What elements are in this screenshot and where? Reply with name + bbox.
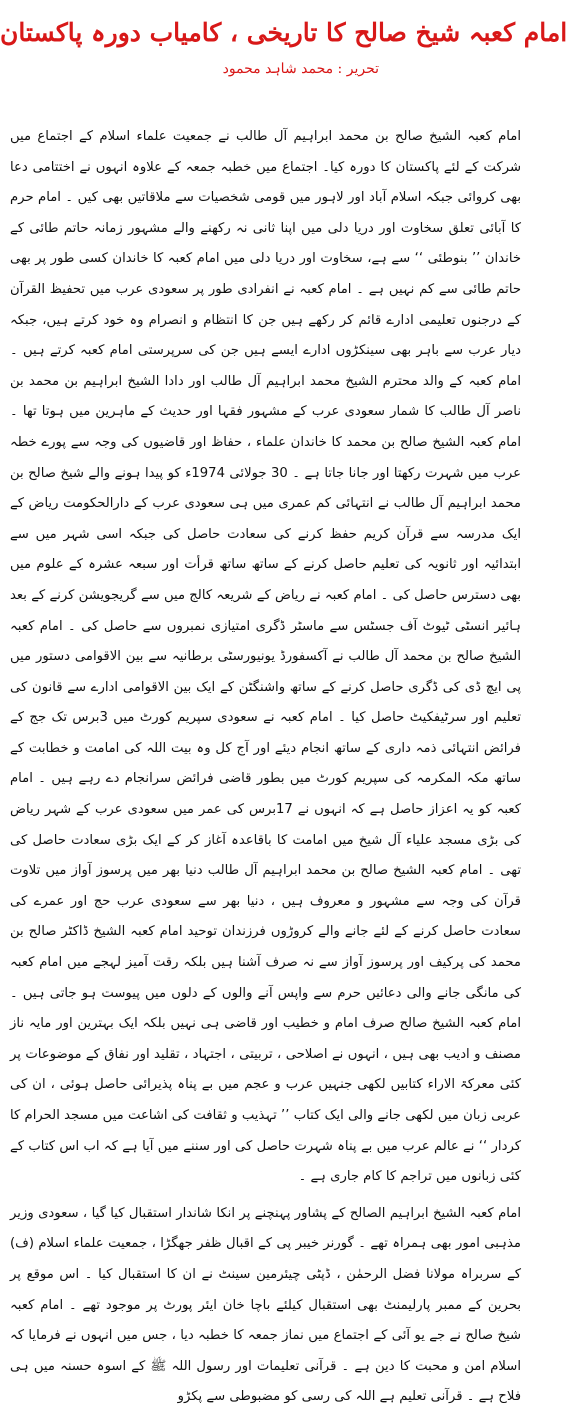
article-paragraph-2: امام کعبہ الشیخ ابراہیم الصالح کے پشاور پہنچنے پر انکا شاندار استقبال کیا گیا ، سعودی وزیر مذہبی امور بھی ہمراہ تھے ۔ گورنر خیبر پی کے اقبال ظفر جھگڑا ، جمعیت علماء اسلام (ف) کے سربراہ مولانا فضل الرحمٰن ، ڈپٹی چیئرمین سینٹ نے ان کا استقبال کیا ۔ اس موقع پر بحرین کے ممبر پارلیمنٹ بھی استقبال کیلئے باچا خان ایئر پورٹ پر موجود تھے ۔ امام کعبہ شیخ صالح نے جے یو آئی کے اجتماع میں نماز جمعہ کا خطبہ دیا ، جس میں انہوں نے فرمایا کہ اسلام امن و محبت کا دین ہے ۔ قرآنی تعلیمات اور رسول اللہ ﷺ کے اسوہ حسنہ میں ہی فلاح ہے ۔ قرآنی تعلیم ہے اللہ کی رسی کو مضبوطی سے پکڑو [10, 1205, 521, 1405]
byline: تحریر : محمد شاہد محمود [222, 61, 379, 77]
headline: امام کعبہ شیخ صالح کا تاریخی ، کامیاب دورہ پاکستان [0, 18, 567, 47]
article-paragraph-1: امام کعبہ الشیخ صالح بن محمد ابراہیم آل طالب نے جمعیت علماء اسلام کے اجتماع میں شرکت کے لئے پاکستان کا دورہ کیا۔ اجتماع میں خطبہ جمعہ کے علاوہ انہوں نے اختتامی دعا بھی کروائی جبکہ اسلام آباد اور لاہور میں قومی شخصیات سے ملاقاتیں بھی کیں ۔ امام حرم کا آبائی تعلق سخاوت اور دریا دلی میں اپنا ثانی نہ رکھنے والے مشہور زمانہ حاتم طائی کے خاندان ’’ بنوطئی ‘‘ سے ہے، سخاوت اور دریا دلی میں امام کعبہ کا خاندان کسی طور پر بھی حاتم طائی سے کم نہیں ہے ۔ امام کعبہ نے انفرادی طور پر سعودی عرب میں تحفیظ القرآن کے درجنوں تعلیمی ادارے قائم کر رکھے ہیں جن کا انتظام و انصرام وہ خود کرتے ہیں، جبکہ دیار عرب سے باہر بھی سینکڑوں ادارے ایسے ہیں جن کی سرپرستی امام کعبہ کرتے ہیں ۔ امام کعبہ کے والد محترم الشیخ محمد ابراہیم آل طالب اور دادا الشیخ ابراہیم بن محمد بن ناصر آل طالب کا شمار سعودی عرب کے مشہور فقہا اور حدیث کے ماہرین میں ہوتا تھا ۔ امام کعبہ الشیخ صالح بن محمد کا خاندان علماء ، حفاظ اور قاضیوں کی وجہ سے پورے خطہ عرب میں شہرت رکھتا اور جانا جاتا ہے ۔ 30 جولائی 1974ء کو پیدا ہونے والے شیخ صالح بن محمد ابراہیم آل طالب نے انتہائی کم عمری میں ہی سعودی عرب کے دارالحکومت ریاض کے ایک مدرسہ سے قرآن کریم حفظ کرنے کی سعادت حاصل کی جبکہ اسی شہر میں سے ابتدائیہ اور ثانویہ کی تعلیم حاصل کرنے کے ساتھ ساتھ قرأت اور سبعہ عشرہ کے علوم میں بھی دسترس حاصل کی ۔ امام کعبہ نے ریاض کے شریعہ کالج میں سے گریجویشن کرنے کے بعد ہائیر انسٹی ٹیوٹ آف جسٹس سے ماسٹر ڈگری امتیازی نمبروں سے حاصل کی ۔ امام کعبہ الشیخ صالح بن محمد آل طالب نے آکسفورڈ یونیورسٹی برطانیہ سے بین الاقوامی دستور میں پی ایچ ڈی کی ڈگری حاصل کرنے کے ساتھ واشنگٹن کے ایک بین الاقوامی ادارے سے قانون کی تعلیم اور سرٹیفکیٹ حاصل کیا ۔ امام کعبہ نے سعودی سپریم کورٹ میں 3برس تک جج کے فرائض انتہائی ذمہ داری کے ساتھ انجام دیئے اور آج کل وہ بیت اللہ کی امامت و خطابت کے ساتھ مکہ المکرمہ کی سپریم کورٹ میں بطور قاضی فرائض سرانجام دے رہے ہیں ۔ امام کعبہ کو یہ اعزاز حاصل ہے کہ انہوں نے 17برس کی عمر میں سعودی عرب کے شہر ریاض کی بڑی مسجد علیاء آل شیخ میں امامت کا باقاعدہ آغاز کر کے ایک بڑی سعادت حاصل کی تھی ۔ امام کعبہ الشیخ صالح بن محمد ابراہیم آل طالب دنیا بھر میں پرسوز آواز میں تلاوت قرآن کی وجہ سے مشہور و معروف ہیں ، دنیا بھر سے سعودی عرب حج اور عمرے کی سعادت حاصل کرنے کے لئے جانے والے کروڑوں فرزندان توحید امام کعبہ الشیخ ڈاکٹر صالح بن محمد کی پرکیف اور پرسوز آواز سے نہ صرف آشنا ہیں بلکہ رقت آمیز لہجے میں امام کعبہ کی مانگی جانے والی دعائیں حرم سے واپس آنے والوں کے دلوں میں پیوست ہو جاتی ہیں ۔ امام کعبہ الشیخ صالح صرف امام و خطیب اور قاضی ہی نہیں بلکہ ایک بہترین اور مایہ ناز مصنف و ادیب بھی ہیں ، انہوں نے اصلاحی ، تربیتی ، اجتہاد ، تقلید اور نفاق کے موضوعات پر کئی معرکۃ الاراء کتابیں لکھی جنہیں عرب و عجم میں بے پناہ پذیرائی حاصل ہوئی ، ان کی عربی زبان میں لکھی جانے والی ایک کتاب ’’ تہذیب و ثقافت کی اشاعت میں مسجد الحرام کا کردار ‘‘ نے عالم عرب میں بے پناہ شہرت حاصل کی اور سننے میں آیا ہے کہ اب اس کتاب کے کئی زبانوں میں تراجم کا کام جاری ہے ۔ [10, 129, 521, 1185]
article-body [10, 122, 521, 1405]
